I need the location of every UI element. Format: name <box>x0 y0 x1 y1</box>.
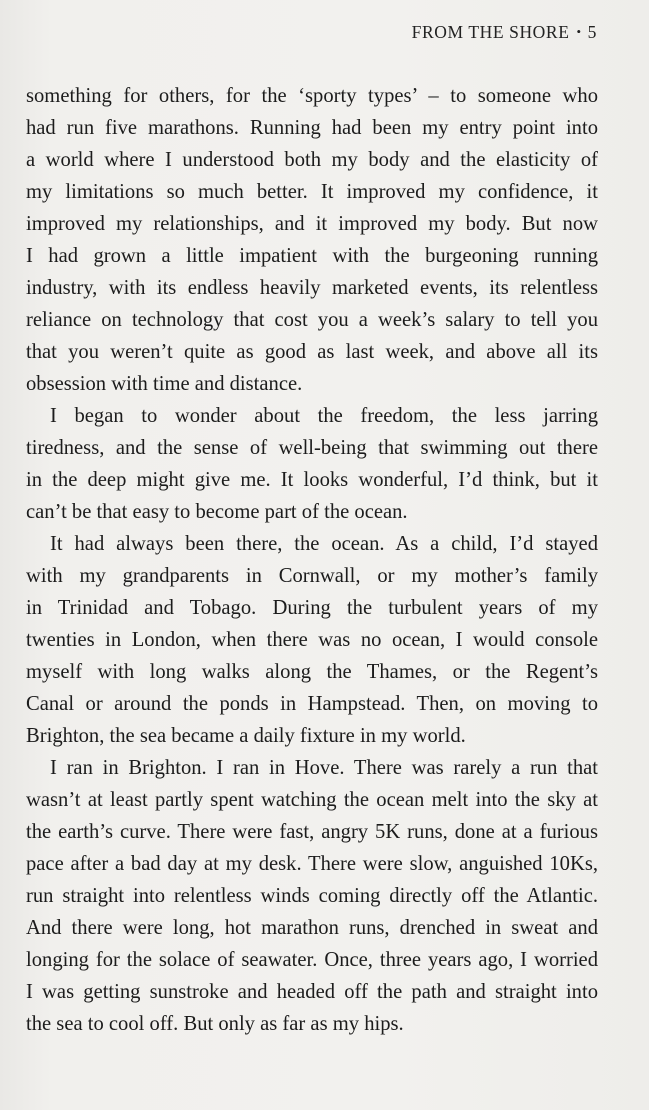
text-line: my limitations so much better. It improved my confidence, it <box>26 181 598 203</box>
text-line: pace after a bad day at my desk. There were slow, anguished 10Ks, <box>26 853 598 875</box>
text-line: And there were long, hot marathon runs, drenched in sweat and <box>26 917 598 939</box>
text-line: I was getting sunstroke and headed off the path and straight into <box>26 981 598 1003</box>
text-line: industry, with its endless heavily marketed events, its relentless <box>26 277 598 299</box>
body-text <box>26 80 598 1040</box>
text-line: a world where I understood both my body and the elasticity of <box>26 149 598 171</box>
text-line: had run five marathons. Running had been my entry point into <box>26 117 598 139</box>
paragraph <box>26 400 598 528</box>
text-line: the earth’s curve. There were fast, angry 5K runs, done at a furious <box>26 821 598 843</box>
text-line: obsession with time and distance. <box>26 373 303 395</box>
text-line: twenties in London, when there was no ocean, I would console <box>26 629 598 651</box>
text-line: I began to wonder about the freedom, the less jarring <box>50 405 598 427</box>
text-line: in Trinidad and Tobago. During the turbulent years of my <box>26 597 598 619</box>
page-number: 5 <box>587 22 597 42</box>
running-head <box>412 22 597 43</box>
text-line: that you weren’t quite as good as last week, and above all its <box>26 341 598 363</box>
text-line: something for others, for the ‘sporty types’ – to someone who <box>26 85 598 107</box>
text-line: in the deep might give me. It looks wonderful, I’d think, but it <box>26 469 598 491</box>
paragraph <box>26 80 598 400</box>
text-line: myself with long walks along the Thames, or the Regent’s <box>26 661 598 683</box>
text-line: improved my relationships, and it improved my body. But now <box>26 213 598 235</box>
text-line: run straight into relentless winds coming directly off the Atlantic. <box>26 885 598 907</box>
text-line: Brighton, the sea became a daily fixture in my world. <box>26 725 466 747</box>
text-line: longing for the solace of seawater. Once, three years ago, I worried <box>26 949 598 971</box>
paragraph <box>26 752 598 1040</box>
chapter-title: FROM THE SHORE <box>411 22 570 42</box>
text-line: wasn’t at least partly spent watching the ocean melt into the sky at <box>26 789 598 811</box>
separator-bullet: • <box>576 24 582 39</box>
text-line: I ran in Brighton. I ran in Hove. There was rarely a run that <box>50 757 598 779</box>
text-line: can’t be that easy to become part of the ocean. <box>26 501 408 523</box>
text-line: reliance on technology that cost you a week’s salary to tell you <box>26 309 598 331</box>
text-line: with my grandparents in Cornwall, or my mother’s family <box>26 565 598 587</box>
text-line: Canal or around the ponds in Hampstead. Then, on moving to <box>26 693 598 715</box>
text-line: tiredness, and the sense of well-being that swimming out there <box>26 437 598 459</box>
text-line: I had grown a little impatient with the burgeoning running <box>26 245 598 267</box>
paragraph <box>26 528 598 752</box>
text-line: the sea to cool off. But only as far as my hips. <box>26 1013 404 1035</box>
text-line: It had always been there, the ocean. As a child, I’d stayed <box>50 533 598 555</box>
